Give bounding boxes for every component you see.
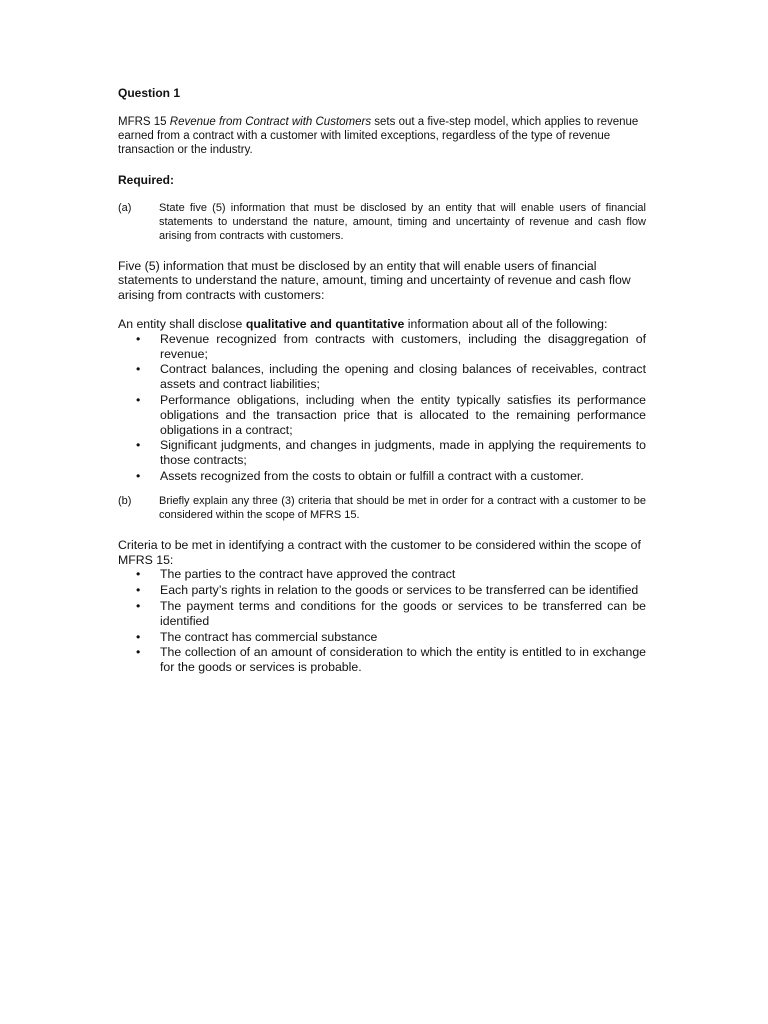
answer-b-lead: Criteria to be met in identifying a contract with the customer to be considered within the scope of MFRS 15: bbox=[118, 537, 641, 567]
bullet-glyph: • bbox=[136, 392, 141, 407]
disclose-prefix: An entity shall disclose bbox=[118, 317, 246, 331]
part-b-text: Briefly explain any three (3) criteria that should be met in order for a contract with a customer to be considered within the scope of MFRS 15. bbox=[159, 494, 646, 521]
answer-a-list bbox=[118, 332, 646, 484]
disclose-bold: qualitative and quantitative bbox=[245, 317, 405, 331]
list-item-text: The collection of an amount of consideration to which the entity is entitled to in exchange for the goods or services is probable. bbox=[160, 645, 646, 675]
list-item bbox=[118, 599, 646, 629]
list-item-text: Revenue recognized from contracts with customers, including the disaggregation of revenue; bbox=[160, 331, 646, 361]
bullet-glyph: • bbox=[136, 438, 141, 453]
intro-suffix: sets out a five-step model, which applies to revenue earned from a contract with a customer with limited exceptions, regardless of the type of revenue transaction or the industry. bbox=[118, 116, 639, 157]
list-item bbox=[118, 393, 646, 437]
list-item-text: The parties to the contract have approved the contract bbox=[160, 567, 456, 582]
list-item-text: Assets recognized from the costs to obtain or fulfill a contract with a customer. bbox=[160, 468, 584, 483]
list-item bbox=[118, 438, 646, 468]
bullet-glyph: • bbox=[136, 645, 141, 660]
list-item bbox=[118, 362, 646, 392]
question-title: Question 1 bbox=[118, 86, 181, 100]
list-item bbox=[118, 630, 646, 645]
answer-a-lead: Five (5) information that must be disclosed by an entity that will enable users of financial statements to understand the nature, amount, timing and uncertainty of revenue and cash flow arising from contracts with customers: bbox=[118, 258, 631, 303]
list-item-text: The contract has commercial substance bbox=[160, 629, 378, 644]
bullet-glyph: • bbox=[136, 629, 141, 644]
part-a bbox=[118, 201, 646, 243]
answer-b-list bbox=[118, 567, 646, 675]
list-item bbox=[118, 583, 646, 598]
part-b-label: (b) bbox=[118, 494, 132, 507]
part-a-text: State five (5) information that must be disclosed by an entity that will enable users of financial statements to understand the nature, amount, timing and uncertainty of revenue and cash flow arising from contracts with customers. bbox=[159, 201, 646, 242]
part-a-label: (a) bbox=[118, 201, 132, 214]
list-item-text: Each party’s rights in relation to the goods or services to be transferred can be identified bbox=[160, 583, 639, 598]
list-item bbox=[118, 645, 646, 675]
bullet-glyph: • bbox=[136, 598, 141, 613]
list-item bbox=[118, 332, 646, 362]
bullet-glyph: • bbox=[136, 362, 141, 377]
bullet-glyph: • bbox=[136, 583, 141, 598]
document-page bbox=[118, 86, 646, 685]
bullet-glyph: • bbox=[136, 331, 141, 346]
list-item-text: Significant judgments, and changes in judgments, made in applying the requirements to those contracts; bbox=[160, 438, 646, 468]
list-item bbox=[118, 567, 646, 582]
intro-prefix: MFRS 15 bbox=[118, 116, 170, 128]
standard-name: Revenue from Contract with Customers bbox=[169, 116, 372, 128]
part-b bbox=[118, 494, 646, 522]
required-heading: Required: bbox=[118, 172, 175, 187]
disclose-suffix: information about all of the following: bbox=[404, 317, 608, 331]
bullet-glyph: • bbox=[136, 567, 141, 582]
list-item-text: Performance obligations, including when the entity typically satisfies its performance obligations and the transaction price that is allocated to the remaining performance obligations in a contract; bbox=[160, 392, 646, 437]
bullet-glyph: • bbox=[136, 468, 141, 483]
answer-a-disclose bbox=[118, 317, 646, 332]
list-item bbox=[118, 469, 646, 484]
question-intro bbox=[118, 115, 646, 158]
list-item-text: Contract balances, including the opening and closing balances of receivables, contract assets and contract liabilities; bbox=[160, 362, 646, 392]
list-item-text: The payment terms and conditions for the goods or services to be transferred can be identified bbox=[160, 598, 646, 628]
